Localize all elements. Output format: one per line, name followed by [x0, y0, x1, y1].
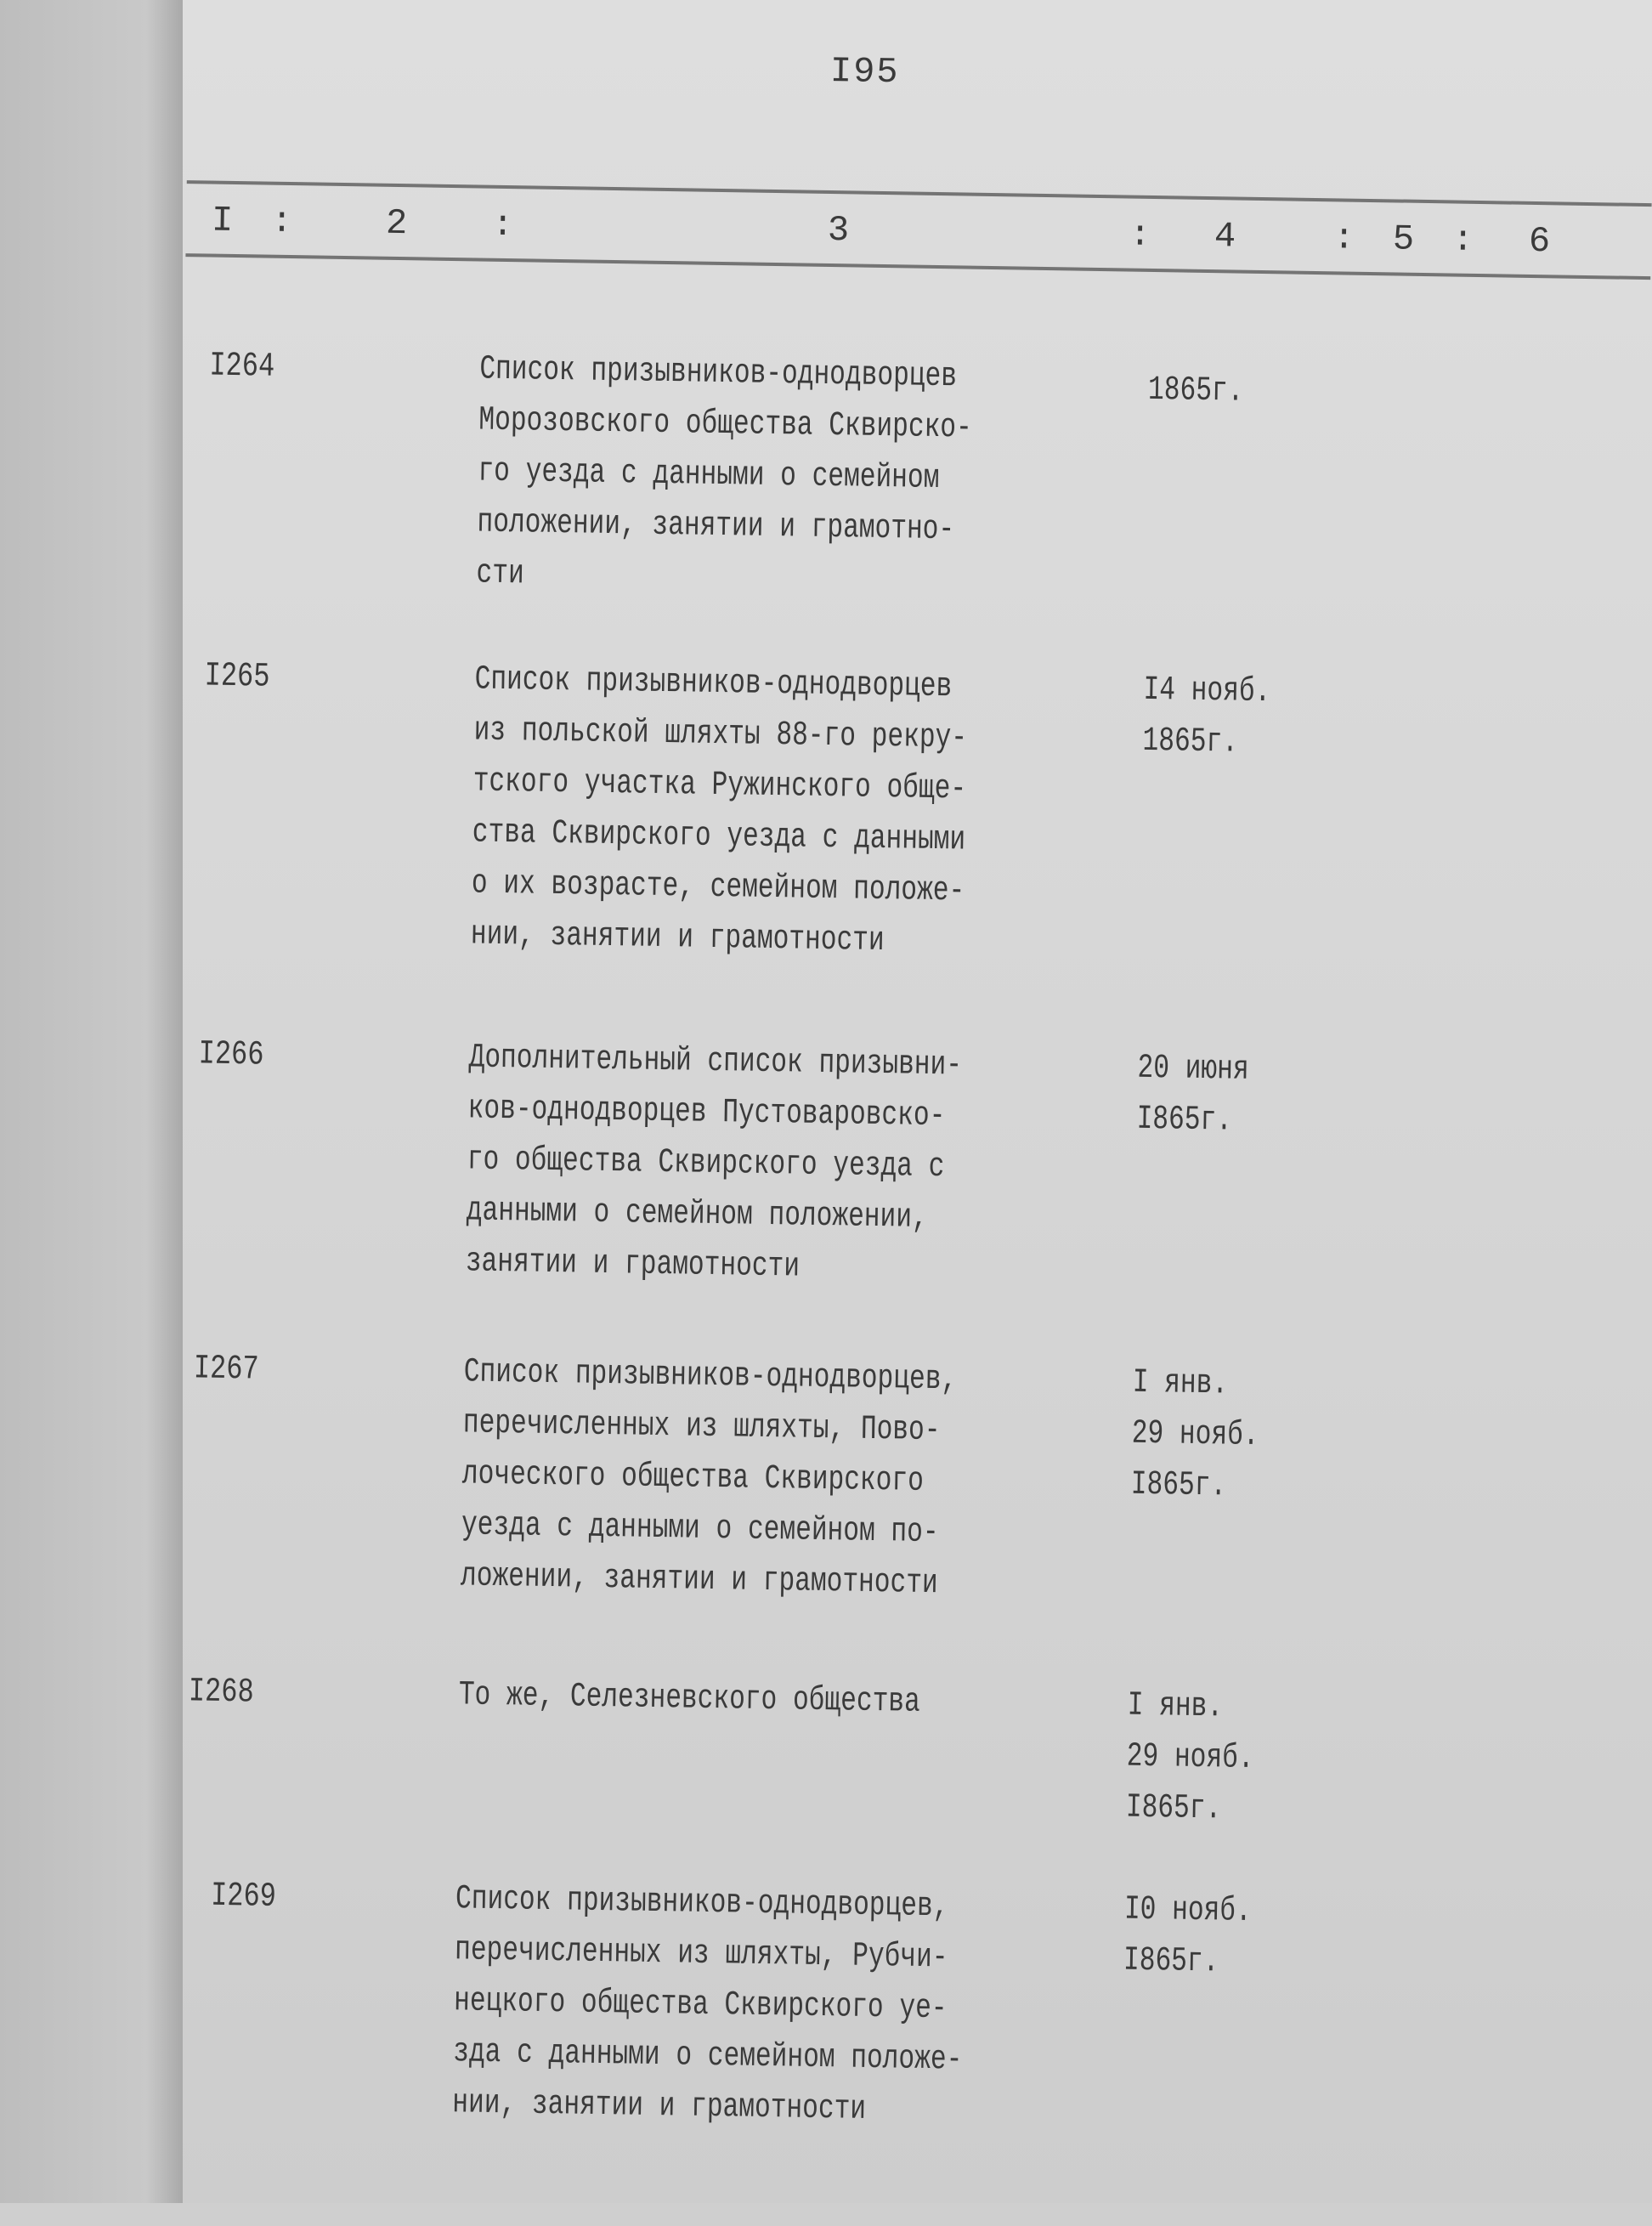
column-header-number: I [211, 200, 234, 241]
date-line: I865г. [1125, 1788, 1222, 1829]
description-line: перечисленных из шляхты, Пово- [462, 1404, 941, 1451]
date-line: 1865г. [1147, 371, 1244, 411]
entry-date [1136, 1044, 1249, 1147]
entry-description [470, 654, 968, 968]
date-line: I865г. [1130, 1465, 1227, 1506]
date-line: I4 нояб. [1143, 671, 1271, 712]
date-line: 20 июня [1137, 1049, 1249, 1090]
date-line: 29 нояб. [1126, 1737, 1254, 1779]
description-line: ков-однодворцев Пустоваровско- [467, 1090, 946, 1136]
description-line: сти [476, 554, 525, 594]
entry-description [476, 345, 973, 608]
description-line: лоческого общества Сквирского [461, 1455, 925, 1501]
date-line: I янв. [1132, 1363, 1229, 1404]
column-header-number: 4 [1214, 216, 1236, 258]
entry-description [452, 1874, 965, 2137]
column-header-number: 2 [385, 202, 408, 245]
description-line: го уезда с данными о семейном [478, 452, 940, 499]
entry-description [458, 1670, 920, 1729]
entry-date [1130, 1358, 1260, 1513]
description-line: зда с данными о семейном положе- [452, 2033, 963, 2080]
description-line: Список призывников-однодворцев, [455, 1880, 949, 1927]
entry-description [465, 1033, 962, 1295]
description-line: Список призывников-однодворцев [474, 660, 953, 707]
entry-number: I264 [209, 347, 275, 387]
description-line: Список призывников-однодворцев, [463, 1353, 958, 1400]
description-line: Морозовского общества Сквирско- [478, 401, 973, 448]
entry-number: I268 [188, 1673, 255, 1713]
description-line: ложении, занятии и грамотности [460, 1557, 939, 1604]
header-bottom-rule [185, 253, 1650, 280]
column-separator: : [1451, 219, 1474, 261]
date-line: I865г. [1123, 1941, 1219, 1982]
description-line: нецкого общества Сквирского уе- [453, 1982, 948, 2029]
entry-date [1148, 365, 1244, 418]
date-line: I янв. [1127, 1686, 1224, 1727]
entry-number: I269 [210, 1877, 277, 1917]
column-separator: : [491, 204, 514, 246]
description-line: занятии и грамотности [465, 1243, 801, 1287]
description-line: уезда с данными о семейном по- [461, 1506, 939, 1553]
column-separator: : [270, 201, 293, 243]
description-line: из польской шляхты 88-го рекру- [473, 711, 968, 758]
entry-date [1125, 1681, 1255, 1836]
description-line: о их возрасте, семейном положе- [471, 864, 965, 911]
entry-date [1123, 1885, 1253, 1989]
description-line: Список призывников-однодворцев [478, 350, 958, 397]
column-header-number: 6 [1528, 220, 1551, 263]
column-separator: : [1332, 218, 1355, 259]
description-line: То же, Селезневского общества [458, 1676, 921, 1722]
entry-description [461, 1347, 958, 1610]
date-line: I865г. [1136, 1100, 1233, 1141]
entry-number: I266 [198, 1035, 264, 1075]
entry-number: I265 [204, 657, 270, 697]
page-number: I95 [829, 50, 900, 93]
description-line: нии, занятии и грамотности [451, 2084, 867, 2129]
description-line: Дополнительный список призывни- [468, 1039, 963, 1085]
entry-date [1142, 666, 1271, 769]
description-line: ства Сквирского уезда с данными [472, 813, 966, 860]
date-line: 1865г. [1142, 722, 1239, 762]
description-line: нии, занятии и грамотности [470, 915, 885, 961]
date-line: I0 нояб. [1123, 1890, 1253, 1932]
description-line: тского участка Ружинского обще- [472, 762, 967, 809]
column-separator: : [1129, 214, 1151, 256]
description-line: перечисленных из шляхты, Рубчи- [454, 1931, 948, 1978]
description-line: го общества Сквирского уезда с [467, 1141, 945, 1187]
date-line: 29 нояб. [1131, 1414, 1259, 1456]
description-line: положении, занятии и грамотно- [477, 503, 955, 550]
entry-number: I267 [193, 1350, 259, 1390]
description-line: данными о семейном положении, [466, 1192, 929, 1238]
column-header-number: 3 [827, 209, 850, 252]
column-header-number: 5 [1392, 218, 1415, 260]
